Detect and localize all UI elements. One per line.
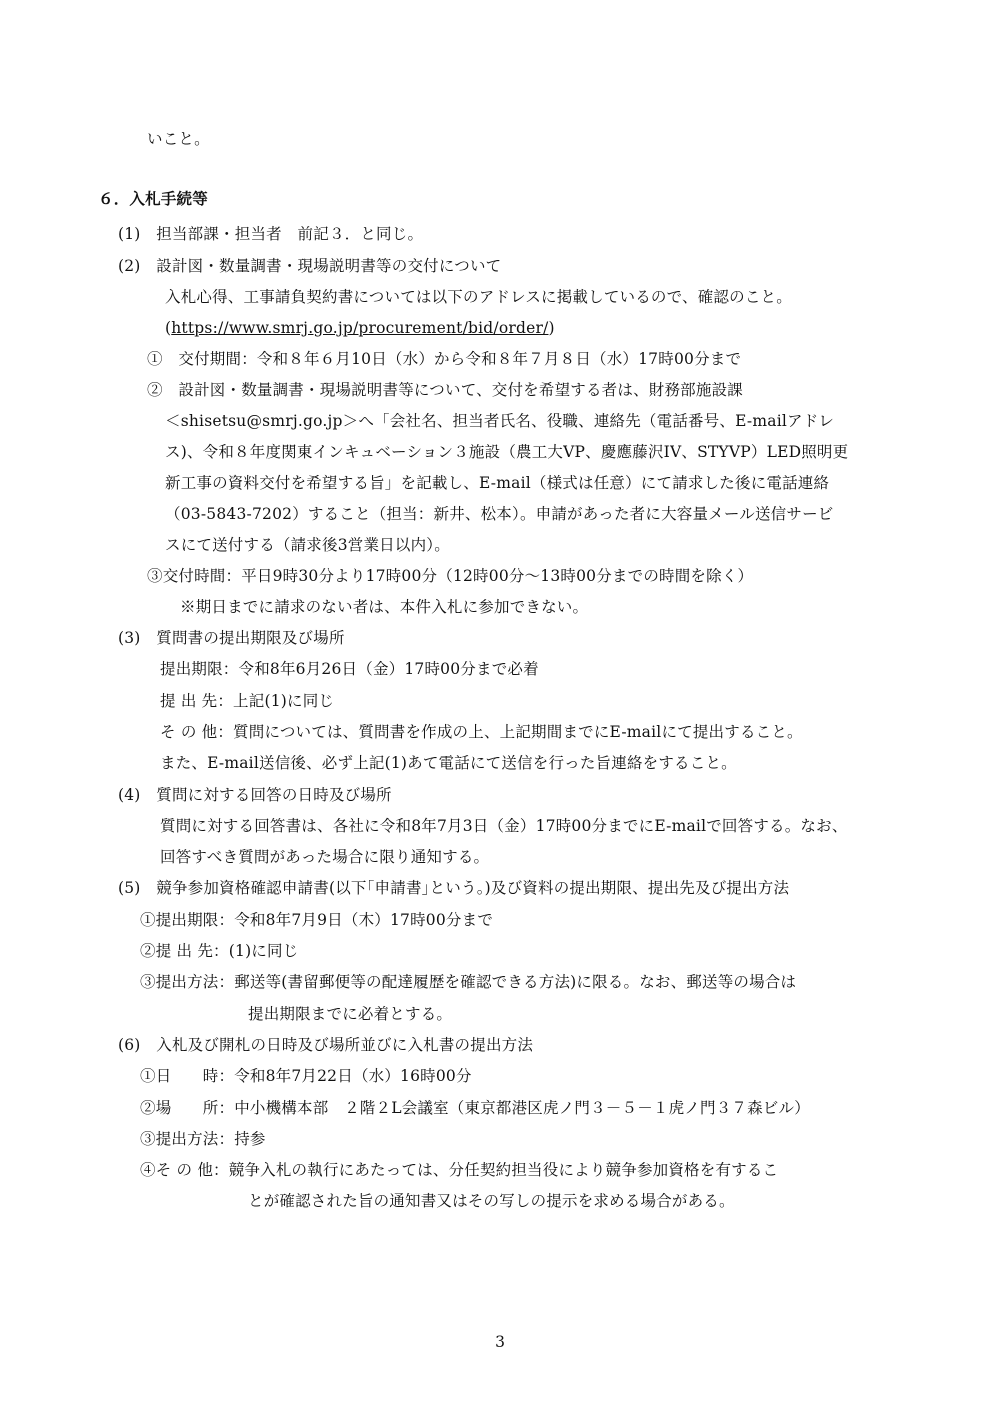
item-heading: (4) 質問に対する回答の日時及び場所: [118, 786, 392, 804]
text-line: ①日 時：令和8年7月22日（水）16時00分: [140, 1067, 472, 1085]
page-number: 3: [495, 1333, 505, 1351]
text-line: ③提出方法：郵送等(書留郵便等の配達履歴を確認できる方法)に限る。なお、郵送等の場合は: [140, 973, 797, 991]
procurement-url-link[interactable]: https://www.smrj.go.jp/procurement/bid/order/: [171, 319, 549, 337]
procurement-url-line[interactable]: (https://www.smrj.go.jp/procurement/bid/order/): [165, 319, 555, 337]
text-line: いこと。: [147, 130, 210, 148]
item-heading: (5) 競争参加資格確認申請書(以下｢申請書｣という。)及び資料の提出期限、提出先及び提出方法: [118, 879, 790, 897]
item-heading: (6) 入札及び開札の日時及び場所並びに入札書の提出方法: [118, 1036, 534, 1054]
text-line: 提出期限：令和8年6月26日（金）17時00分まで必着: [160, 660, 539, 678]
item-heading: (3) 質問書の提出期限及び場所: [118, 629, 345, 647]
text-line: また、E-mail送信後、必ず上記(1)あて電話にて送信を行った旨連絡をすること。: [160, 754, 737, 772]
item-heading: (2) 設計図・数量調書・現場説明書等の交付について: [118, 257, 502, 275]
text-line: ② 設計図・数量調書・現場説明書等について、交付を希望する者は、財務部施設課: [147, 381, 743, 399]
section-heading: ６．入札手続等: [98, 189, 208, 208]
text-line: ①提出期限：令和8年7月9日（木）17時00分まで: [140, 911, 494, 929]
text-line: ＜shisetsu@smrj.go.jp＞へ「会社名、担当者氏名、役職、連絡先（電話番号、E-mailアドレ: [165, 412, 835, 430]
text-line: スにて送付する（請求後3営業日以内）。: [165, 536, 450, 554]
text-line: ③交付時間：平日9時30分より17時00分（12時00分～13時00分までの時間を除く）: [147, 567, 754, 585]
item-heading: (1) 担当部課・担当者 前記３．と同じ。: [118, 225, 424, 243]
text-line: とが確認された旨の通知書又はその写しの提示を求める場合がある。: [248, 1192, 735, 1210]
text-line: 質問に対する回答書は、各社に令和8年7月3日（金）17時00分までにE-mailで回答する。なお、: [160, 817, 848, 835]
text-line: （03-5843-7202）すること（担当：新井、松本）。申請があった者に大容量メール送信サービ: [165, 505, 834, 523]
text-line: 回答すべき質問があった場合に限り通知する。: [160, 848, 490, 866]
text-line: ④そ の 他：競争入札の執行にあたっては、分任契約担当役により競争参加資格を有するこ: [140, 1161, 779, 1179]
text-line: ※期日までに請求のない者は、本件入札に参加できない。: [180, 598, 589, 616]
text-line: ②場 所：中小機構本部 ２階２L会議室（東京都港区虎ノ門３－５－１虎ノ門３７森ビル）: [140, 1099, 810, 1117]
text-line: そ の 他：質問については、質問書を作成の上、上記期間までにE-mailにて提出すること。: [160, 723, 803, 741]
text-line: 提 出 先：上記(1)に同じ: [160, 692, 335, 710]
text-line: 入札心得、工事請負契約書については以下のアドレスに掲載しているので、確認のこと。: [165, 288, 792, 306]
text-line: 提出期限までに必着とする。: [248, 1005, 453, 1023]
text-line: 新工事の資料交付を希望する旨」を記載し、E-mail（様式は任意）にて請求した後に電話連絡: [165, 474, 830, 492]
text-line: ②提 出 先：(1)に同じ: [140, 942, 299, 960]
text-line: ス)、令和８年度関東インキュベーション３施設（農工大VP、慶應藤沢IV、STYVP）LED照明更: [165, 443, 849, 461]
text-line: ① 交付期間：令和８年６月10日（水）から令和８年７月８日（水）17時00分まで: [147, 350, 742, 368]
text-line: ③提出方法：持参: [140, 1130, 266, 1148]
